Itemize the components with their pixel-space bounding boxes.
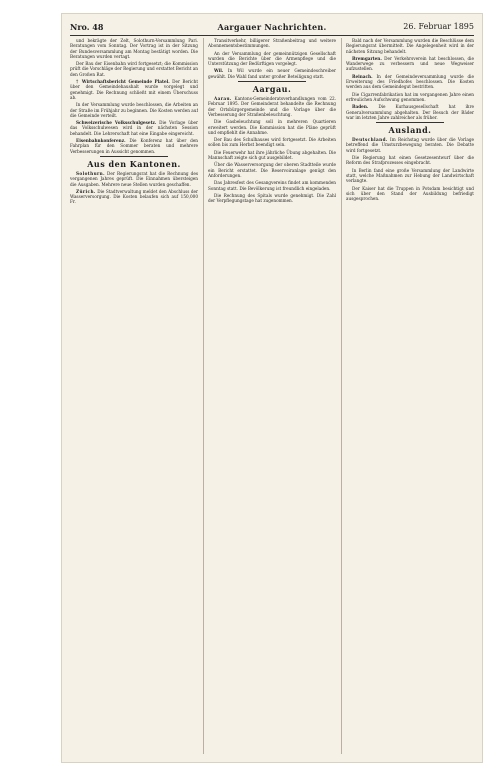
section-rule [238,81,306,82]
article-paragraph [70,138,198,154]
section-title: Aus den Kantonen. [87,158,181,169]
column-left [70,38,198,754]
article-lead: Zürich. [76,188,96,194]
article-paragraph: Bald nach der Versammlung wurden die Beschlüsse dem Regierungsrat übermittelt. Die Angelegenheit wird in der nächsten Sitzung behandelt. [346,38,474,54]
section-title: Ausland. [388,125,432,136]
section-rule [100,156,168,157]
article-text: In Wil wurde ein neuer Gemeindeschreiber gewählt. Die Wahl fand unter großer Beteiligung statt. [208,68,336,79]
article-paragraph [70,79,198,100]
article-text: In der Gemeindeversammlung wurde die Erweiterung des Friedhofes beschlossen. Die Kosten werden aus dem Gemeindegut bestritten. [346,73,474,90]
article-lead: † Wirtschaftsbericht Gemeinde Platel. [76,79,170,85]
section-title: Aargau. [252,84,292,95]
article-paragraph: Über die Wasserversorgung der oberen Stadtteile wurde ein Bericht erstattet. Die Reservoiranlage genügt den Anforderungen. [208,162,336,178]
article-lead: Wil. [214,68,224,74]
article-lead: Solothurn. [76,170,105,176]
article-paragraph: In Berlin fand eine große Versammlung der Landwirte statt, welche Maßnahmen zur Hebung der Landwirtschaft verlangte. [346,167,474,184]
article-text: Die Konferenz hat über den Fahrplan für den Sommer beraten und mehrere Verbesserungen in Aussicht genommen. [70,138,198,154]
article-paragraph [70,189,198,205]
article-paragraph: Der Kaiser hat die Truppen in Potsdam besichtigt und sich über den Stand der Ausbildung befriedigt ausgesprochen. [346,185,474,202]
article-lead: Eisenbahnkonferenz. [76,138,126,144]
issue-date: 26. Februar 1895 [403,22,474,31]
masthead-title: Aargauer Nachrichten. [217,22,327,32]
article-paragraph [208,68,336,79]
article-text: Kantons-Gemeinderatsverhandlungen vom 22. Februar 1895. Der Gemeinderat behandelte die Rechnung der Ortsbürgergemeinde und die Vorlage über die Verbesserung der Straßenbeleuchtung. [208,96,336,117]
column-middle [208,38,336,754]
article-lead: Reinach. [352,73,373,79]
article-text: Die Kurhausgesellschaft hat ihre Generalversammlung abgehalten. Der Besuch der Bäder war im letzten Jahre zahlreicher als früher. [346,104,474,120]
article-paragraph [70,171,198,187]
article-paragraph: Die Rechnung des Spitals wurde genehmigt. Die Zahl der Verpflegungstage hat zugenommen. [208,192,336,204]
article-paragraph: Die Gasbeleuchtung soll in mehreren Quartieren erweitert werden. Die Kommission hat die Pläne geprüft und empfiehlt die Annahme. [208,119,336,135]
article-lead: Bremgarten. [352,55,382,61]
article-paragraph [346,137,474,153]
header-rule [70,35,474,36]
article-text: Die Stadtverwaltung meldet den Abschluss der Wasserversorgung. Die Kosten belaufen sich auf 150,000 Fr. [70,188,198,205]
column-divider [203,38,204,754]
article-paragraph [346,104,474,120]
article-lead: Aarau. [214,96,232,102]
article-paragraph: und bekrägte der Zelt, Solothurn-Versammlung Pari. Beratungen vom Sonntag. Der Vortrag ist in der Sitzung der Bundesversammlung am Montag bestätigt worden. Die Beratungen wurden vertagt. [70,38,198,59]
article-text: Der Regierungsrat hat die Rechnung des vergangenen Jahres geprüft. Die Einnahmen übersteigen die Ausgaben. Mehrere neue Stellen wurden geschaffen. [70,170,198,187]
article-text: Die Vorlage über das Volksschulwesen wird in der nächsten Session behandelt. Die Lehrerschaft hat eine Eingabe eingereicht. [70,120,198,136]
article-paragraph: In der Versammlung wurde beschlossen, die Arbeiten an der Straße im Frühjahr zu beginnen. Die Kosten werden auf die Gemeinde verteilt. [70,102,198,118]
article-paragraph [208,96,336,117]
article-paragraph: Die Feuerwehr hat ihre jährliche Übung abgehalten. Die Mannschaft zeigte sich gut ausgebildet. [208,149,336,161]
issue-number: Nro. 48 [70,22,104,32]
article-text: Im Reichstag wurde über die Vorlage betreffend die Umsturzbewegung beraten. Die Debatte wird fortgesetzt. [346,137,474,153]
page-header [70,22,474,34]
article-paragraph: Transitverkehr, billigerer Straßenbeitrag und weitere Abonnementsbestimmungen. [208,38,336,49]
article-text: Der Bericht über den Gemeindehaushalt wurde vorgelegt und genehmigt. Die Rechnung schließt mit einem Überschuss ab. [70,79,198,100]
article-paragraph: Der Bau der Eisenbahn wird fortgesetzt; die Kommission prüft die Vorschläge der Regierung und erstattet Bericht an den Großen Rat. [70,61,198,77]
article-paragraph: Die Cigarrenfabrikation hat im vergangenen Jahre einen erfreulichen Aufschwung genommen. [346,91,474,102]
article-paragraph [346,56,474,72]
article-lead: Deutschland. [352,137,388,143]
column-right [346,38,474,754]
article-paragraph [70,120,198,136]
article-text: Der Verkehrsverein hat beschlossen, die Wanderwege zu verbessern und neue Wegweiser aufzustellen. [346,55,474,72]
column-divider [341,38,342,754]
article-lead: Baden. [352,104,369,110]
newspaper-page [62,14,482,762]
article-paragraph: An der Versammlung der gemeinnützigen Gesellschaft wurden die Berichte über die Armenpflege und die Unterstützung der Bedürftigen vorgelegt. [208,50,336,67]
article-paragraph: Das Jahresfest des Gesangvereins findet am kommenden Sonntag statt. Die Bevölkerung ist freundlich eingeladen. [208,180,336,191]
article-lead: Schweizerische Volksschulgesetz. [76,120,157,126]
article-paragraph [346,74,474,90]
article-paragraph: Der Bau des Schulhauses wird fortgesetzt. Die Arbeiten sollen bis zum Herbst beendigt sein. [208,137,336,148]
article-paragraph: Die Regierung hat einen Gesetzesentwurf über die Reform des Strafprozesses eingebracht. [346,155,474,166]
section-rule [376,122,444,123]
